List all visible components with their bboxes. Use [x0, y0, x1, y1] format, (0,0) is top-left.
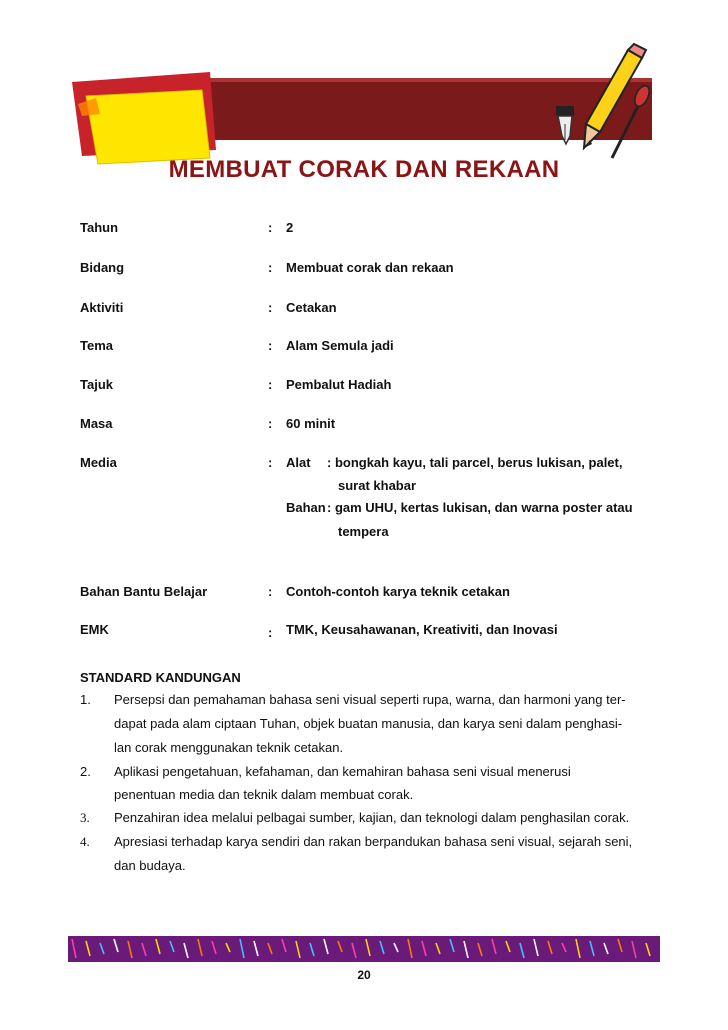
info-row-tema	[80, 338, 680, 358]
info-row-tahun	[80, 220, 680, 240]
info-value: 60 minit	[286, 416, 336, 431]
info-value: Cetakan	[286, 300, 337, 315]
info-value: Alam Semula jadi	[286, 338, 394, 353]
info-colon: :	[268, 584, 273, 599]
info-value: Contoh-contoh karya teknik cetakan	[286, 584, 510, 599]
info-row-bahan-bantu	[80, 584, 680, 604]
standard-item-line: penentuan media dan teknik dalam membuat corak.	[114, 787, 414, 802]
info-label: Aktiviti	[80, 300, 124, 315]
info-colon: :	[268, 220, 273, 235]
info-row-masa	[80, 416, 680, 436]
info-value: 2	[286, 220, 294, 235]
info-row-emk	[80, 622, 680, 642]
info-row-aktiviti	[80, 300, 680, 320]
info-label: Tema	[80, 338, 113, 353]
info-label: EMK	[80, 622, 109, 637]
info-value: Membuat corak dan rekaan	[286, 260, 454, 275]
info-row-bidang	[80, 260, 680, 280]
info-label: Masa	[80, 416, 113, 431]
page-title: MEMBUAT CORAK DAN REKAAN	[168, 156, 560, 183]
info-colon: :	[268, 625, 273, 640]
media-alat-line2: surat khabar	[338, 478, 417, 493]
info-label: Tajuk	[80, 377, 113, 392]
sticky-note-icon	[72, 72, 216, 164]
standard-item-line: Aplikasi pengetahuan, kefahaman, dan kemahiran bahasa seni visual menerusi	[114, 764, 571, 779]
media-bahan-label: Bahan	[286, 500, 326, 515]
standard-item-line: Persepsi dan pemahaman bahasa seni visual seperti rupa, warna, dan harmoni yang ter-	[114, 692, 626, 707]
standard-heading: STANDARD KANDUNGAN	[80, 670, 241, 685]
header-banner	[0, 40, 728, 170]
info-value: TMK, Keusahawanan, Kreativiti, dan Inovasi	[286, 622, 558, 637]
info-label: Bahan Bantu Belajar	[80, 584, 208, 599]
page-number: 20	[357, 968, 371, 982]
standard-item-number: 4.	[80, 834, 90, 849]
info-colon: :	[268, 300, 273, 315]
standard-item-line: Penzahiran idea melalui pelbagai sumber, kajian, dan teknologi dalam penghasilan corak.	[114, 810, 630, 825]
media-bahan-line1: : gam UHU, kertas lukisan, dan warna poster atau	[327, 500, 633, 515]
info-colon: :	[268, 416, 273, 431]
info-colon: :	[268, 338, 273, 353]
standard-item-line: dan budaya.	[114, 858, 186, 873]
info-colon: :	[268, 377, 273, 392]
standard-item-number: 2.	[80, 764, 91, 779]
info-label: Tahun	[80, 220, 119, 235]
media-bahan-line2: tempera	[338, 524, 389, 539]
info-colon: :	[268, 260, 273, 275]
standard-item-line: lan corak menggunakan teknik cetakan.	[114, 740, 344, 755]
standard-item-line: Apresiasi terhadap karya sendiri dan rakan berpandukan bahasa seni visual, sejarah seni,	[114, 834, 633, 849]
info-label: Media	[80, 455, 117, 470]
standard-item-number: 3.	[80, 810, 90, 825]
info-row-tajuk	[80, 377, 680, 397]
media-alat-label: Alat	[286, 455, 311, 470]
info-colon: :	[268, 455, 273, 470]
standard-item-number: 1.	[80, 692, 91, 707]
info-label: Bidang	[80, 260, 125, 275]
standard-item-line: dapat pada alam ciptaan Tuhan, objek buatan manusia, dan karya seni dalam penghasi-	[114, 716, 623, 731]
media-alat-line1: : bongkah kayu, tali parcel, berus lukisan, palet,	[327, 455, 623, 470]
footer-pattern-strip	[68, 936, 660, 962]
info-value: Pembalut Hadiah	[286, 377, 392, 392]
